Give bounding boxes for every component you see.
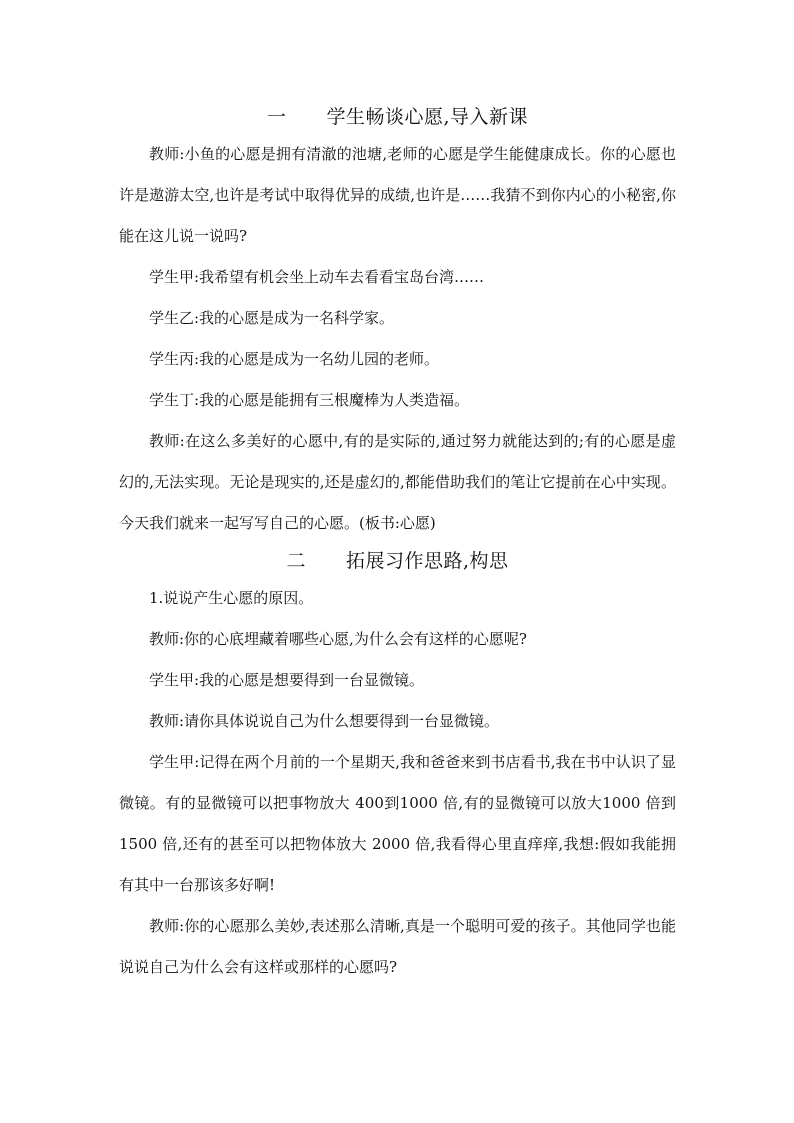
paragraph: 教师:在这么多美好的心愿中,有的是实际的,通过努力就能达到的;有的心愿是虚幻的,无法实现。无论是现实的,还是虚幻的,都能借助我们的笔让它提前在心中实现。今天我们就来一起写写自己的心愿。(板书:心愿) [119,432,676,532]
section-title: 拓展习作思路,构思 [345,550,509,572]
paragraph: 1.说说产生心愿的原因。 [149,589,314,607]
section-heading-2 [119,544,676,578]
section-title: 学生畅谈心愿,导入新课 [326,106,529,128]
paragraph: 教师:请你具体说说自己为什么想要得到一台显微镜。 [149,712,500,730]
paragraph: 学生丙:我的心愿是成为一名幼儿园的老师。 [149,350,440,368]
section-number: 二 [286,550,306,572]
paragraph: 学生乙:我的心愿是成为一名科学家。 [149,309,395,327]
section-heading-1 [119,100,676,134]
paragraph: 学生丁:我的心愿是能拥有三根魔棒为人类造福。 [149,391,470,409]
document-body [119,100,676,988]
paragraph: 教师:你的心愿那么美妙,表述那么清晰,真是一个聪明可爱的孩子。其他同学也能说说自己为什么会有这样或那样的心愿吗? [119,917,676,976]
paragraph: 学生甲:我的心愿是想要得到一台显微镜。 [149,671,425,689]
paragraph: 教师:你的心底埋藏着哪些心愿,为什么会有这样的心愿呢? [149,630,527,648]
section-number: 一 [266,106,287,128]
paragraph: 教师:小鱼的心愿是拥有清澈的池塘,老师的心愿是学生能健康成长。你的心愿也许是遨游太空,也许是考试中取得优异的成绩,也许是……我猜不到你内心的小秘密,你能在这儿说一说吗? [119,145,676,245]
paragraph: 学生甲:我希望有机会坐上动车去看看宝岛台湾…… [149,268,485,286]
paragraph: 学生甲:记得在两个月前的一个星期天,我和爸爸来到书店看书,我在书中认识了显微镜。有的显微镜可以把事物放大 400到1000 倍,有的显微镜可以放大1000 倍到1500 倍,还有的甚至可以把物体放大 2000 倍,我看得心里直痒痒,我想:假如我能拥有其中一台那该多好啊! [119,753,676,894]
